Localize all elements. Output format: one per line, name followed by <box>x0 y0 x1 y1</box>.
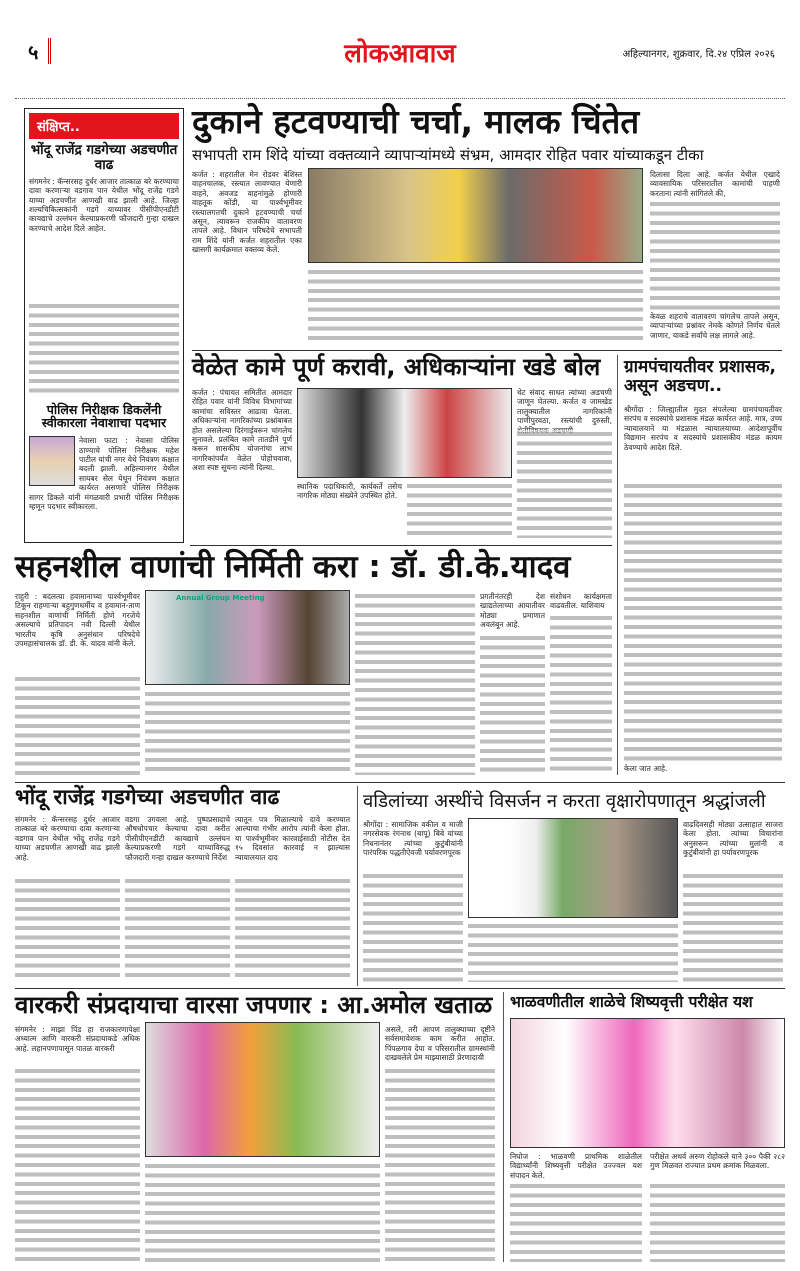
fourth-right-headline: वडिलांच्या अस्थींचे विसर्जन न करता वृक्षारोपणातून श्रद्धांजली <box>363 791 766 812</box>
brief-headline-1: भोंदू राजेंद्र गडगेच्या अडचणीत वाढ <box>30 142 178 173</box>
text-lines <box>624 482 782 762</box>
text-lines <box>468 922 678 982</box>
text-lines <box>683 872 783 982</box>
text-lines <box>480 634 545 775</box>
text-lines <box>29 302 179 397</box>
text-lines <box>355 592 475 775</box>
fourth-right-col-1: श्रीगोंदा : सामाजिक वकील व माजी नगरसेवक रंगनाथ (बापू) बिबे यांच्या निधनानंतर त्यांच्या कुटुंबीयांनी पारंपरिक पद्धतीऐवजी पर्यावरणपूरक <box>363 820 463 858</box>
divider <box>192 350 782 351</box>
officer-photo <box>29 436 75 486</box>
lead-headline: दुकाने हटवण्याची चर्चा, मालक चिंतेत <box>192 102 640 141</box>
divider <box>190 545 612 546</box>
fifth-left-col-3: असले, तरी आपण तालुक्याच्या दृष्टीने सर्वसमावेशक काम करीत आहोत. पिंपळगाव देपा व परिसरातील ग्रामस्थांनी दाखवलेले प्रेम माझ्यासाठी प्रेरणादायी <box>385 1025 495 1063</box>
fifth-right-headline: भाळवणीतील शाळेचे शिष्यवृत्ती परीक्षेत यश <box>510 993 753 1011</box>
text-lines <box>650 1182 785 1262</box>
divider <box>503 992 504 1262</box>
dateline: अहिल्यानगर, शुक्रवार, दि.२४ एप्रिल २०२६ <box>622 49 775 60</box>
third-col-3: प्रगतीनंतरही देश खाद्यतेलाच्या आयातीवर मोठ्या प्रमाणात अवलंबून आहे. <box>480 592 545 630</box>
sidebar-headline: ग्रामपंचायतीवर प्रशासक, असून अडचण.. <box>624 357 776 396</box>
fourth-right-col-2: वाढदिवसही मोठ्या उत्साहात साजरा केला होता. त्यांच्या विचारांना अनुसरून त्यांच्या मुलांनी व कुटुंबीयांनी हा पर्यावरणपूरक <box>683 820 783 858</box>
lead-end-text: केवळ शहराचे वातावरण चांगलेच तापले असून, व्यापाऱ्यांच्या प्रश्नांवर नेमके कोणते निर्णय घेतले जाणार, याकडे सर्वांचे लक्ष लागले आहे. <box>650 312 780 340</box>
header-divider <box>15 98 785 99</box>
brief-headline-2: पोलिस निरीक्षक डिकलेंनी स्वीकारला नेवाशाचा पदभार <box>41 401 167 431</box>
brief-article-1-text: संगमनेर : कॅन्सरसह दुर्धर आजार तात्काळ बरे करण्याचा दावा करणाऱ्या वडगाव पान येथील भोंदू राजेंद्र गडगे याच्या अडचणीत आणखी वाढ झाली आहे. जिल्हा शल्यचिकित्सकांनी गडगे याच्यावर पीसीपीएनडीटी कायद्याचे उल्लंघन केल्याप्रकरणी फौजदारी गुन्हा दाखल करण्याचे आदेश दिले आहेत. <box>29 176 179 233</box>
text-lines <box>308 268 643 343</box>
third-headline: सहनशील वाणांची निर्मिती करा : डॉ. डी.के.यादव <box>15 549 571 585</box>
fourth-left-col-1: संगमनेर : कॅन्सरसह दुर्धर आजार तात्काळ बरे करण्याचा दावा करणाऱ्या वडगाव पान येथील भोंदू राजेंद्र गडगे याच्या अडचणीत आणखी वाढ झाली आहे. <box>15 815 120 862</box>
tree-plantation-photo <box>468 818 678 918</box>
brief-banner: संक्षिप्त.. <box>29 113 179 139</box>
second-headline: वेळेत कामे पूर्ण करावी, अधिकाऱ्यांना खडे बोल <box>192 353 601 381</box>
second-col-3: थेट संवाद साधत त्यांच्या अडचणी जाणून घेतल्या. कर्जत व जामखेड तालुक्यातील नागरिकांनी पाणीपुरवठा, रस्त्यांची दुरुस्ती, <box>517 388 612 426</box>
text-lines <box>517 430 612 538</box>
sidebar-end: केला जात आहे. <box>624 764 668 773</box>
fifth-left-headline: वारकरी संप्रदायाचा वारसा जपणार : आ.अमोल खताळ <box>15 991 493 1019</box>
text-lines <box>235 877 350 982</box>
text-lines <box>15 675 140 775</box>
fifth-right-col-1: निघोज : भाळवणी प्राथमिक शाळेतील विद्यार्थ्यांनी शिष्यवृत्ती परीक्षेत उज्ज्वल यश संपादन केले. <box>510 1152 642 1180</box>
page-number: ५ <box>28 38 51 64</box>
lead-photo <box>308 168 643 263</box>
fourth-left-headline: भोंदू राजेंद्र गडगेच्या अडचणीत वाढ <box>15 785 280 809</box>
fifth-left-col-1: संगमनेर : माझा पिंड हा राजकारणापेक्षा अध्यात्म आणि वारकरी संप्रदायाकडे अधिक आहे. लहानपणापासून पातळ वारकरी <box>15 1025 140 1053</box>
students-photo <box>510 1018 785 1148</box>
text-lines <box>510 1182 642 1262</box>
text-lines <box>363 872 463 982</box>
divider <box>15 988 785 989</box>
text-lines <box>15 877 120 982</box>
second-col-2: स्थानिक पदाधिकारी, कार्यकर्ते तसेच नागरिक मोठ्या संख्येने उपस्थित होते. <box>297 482 402 501</box>
masthead-logo: लोकआवाज <box>344 39 456 69</box>
divider <box>15 782 785 783</box>
lead-col-1: कर्जत : शहरातील मेन रोडवर बेशिस्त वाहनचालक, रस्त्यात लावण्यात येणारी वाहने, अवजड वाहनांमुळे होणारी वाहतूक कोंडी, या पार्श्वभूमीवर रस्त्यालगतची दुकाने हटवण्याची चर्चा असून, त्यावरून राजकीय वातावरण तापले आहे. विधान परिषदेचे सभापती राम शिंदे यांनी कर्जत शहरातील एका खासगी कार्यक्रमात वक्तव्य केले. <box>192 170 302 255</box>
lead-subhead: सभापती राम शिंदे यांच्या वक्तव्याने व्यापाऱ्यांमध्ये संभ्रम, आमदार रोहित पवार यांच्याकडून टीका <box>192 146 704 164</box>
text-lines <box>385 1067 495 1262</box>
text-lines <box>125 877 230 982</box>
fourth-left-col-3: त्यातून पत्र मिळाल्याचे दावे करण्यात आल्याचा गंभीर आरोप त्यांनी केला होता. या पार्श्वभूमीवर कारवाईसाठी नोटीस देत १५ दिवसांत कारवाई न झाल्यास न्यायालयात दाद <box>235 815 350 862</box>
text-lines <box>145 1162 380 1262</box>
divider <box>357 786 358 986</box>
lead-col-right: दिलासा दिला आहे. कर्जत येथील एखादे व्यावसायिक परिसरातील कामांची पाहणी करताना त्यांनी सांगितले की, <box>650 170 780 198</box>
photo-banner-text: Annual Group Meeting <box>176 594 265 602</box>
fourth-left-col-2: वडगा उगवला आहे. पुष्पप्रसादाचे औषधोपचार केल्याचा दावा करीत पीसीपीएनडीटी कायद्याचे उल्लंघन केल्याप्रकरणी गडगे याच्याविरुद्ध फौजदारी गन्हा दाखल करण्याचे निर्देश <box>125 815 230 862</box>
divider <box>617 355 618 775</box>
fifth-right-col-2: परीक्षेत अथर्व अरुण रोहोकले याने ३०० पैकी २८२ गुण मिळवत राज्यात प्रथम क्रमांक मिळवला. <box>650 1152 785 1171</box>
text-lines <box>145 690 350 775</box>
text-lines <box>550 614 612 775</box>
brief-box <box>24 108 184 543</box>
sidebar-text: श्रीगोंदा : जिल्ह्यातील मुदत संपलेल्या ग्रामपंचायतीवर सरपंच व सदस्यांचे प्रशासक मंडळ कार्यरत आहे. मात्र, उच्च न्यायालयाने या मंडळास न्यायालयाच्या आदेशापूर्वीच विद्यमान सरपंच व सदस्यांचे प्रशासकीय मंडळ कायम ठेवण्याचे आदेश दिले. <box>624 405 782 452</box>
third-col-1: राहुरी : बदलत्या हवामानाच्या पार्श्वभूमीवर टिकून राहणाऱ्या बहुगुणधर्मीय व हवामान-ताण सहनशील वाणांची निर्मिती होणे गरजेचे असल्याचे प्रतिपादन नवी दिल्ली येथील भारतीय कृषि अनुसंधान परिषदेचे उपमहासंचालक डॉ. डी. के. यादव यांनी केले. <box>15 592 140 649</box>
third-col-4: संशोधन कार्यक्षमता वाढवतील. याशिवाय <box>550 592 612 611</box>
second-photo <box>297 388 512 478</box>
second-col-1: कर्जत : पंचायत समितीत आमदार रोहित पवार यांनी विविध विभागांच्या कामांचा सविस्तर आढावा घेतला. अधिकाऱ्यांना नागरिकांच्या प्रश्नांबाबत होत असलेल्या दिरंगाईवरून चांगलेच सुनावले. प्रलंबित कामे तातडीने पूर्ण करून शासकीय योजनांचा लाभ नागरिकांपर्यंत वेळेत पोहोचवावा, अशा स्पष्ट सूचना त्यांनी दिल्या. <box>192 388 292 473</box>
text-lines <box>15 1067 140 1262</box>
text-lines <box>650 200 780 310</box>
brief-article-2-text: नेवासा फाटा : नेवासा पोलिस ठाण्याचे पोलिस निरीक्षक महेश पाटील यांची नगर येथे नियंत्रण कक्षात बदली झाली. अहिल्यानगर येथील सायबर सेल येथून नियंत्रण कक्षात कार्यरत असणारे पोलिस निरीक्षक सागर डिकले यांनी मंगळवारी प्रभारी पोलिस निरीक्षक म्हणून पदभार स्वीकारला. <box>29 436 179 512</box>
text-lines <box>407 482 512 538</box>
event-photo <box>145 1022 380 1157</box>
third-photo <box>145 590 350 685</box>
